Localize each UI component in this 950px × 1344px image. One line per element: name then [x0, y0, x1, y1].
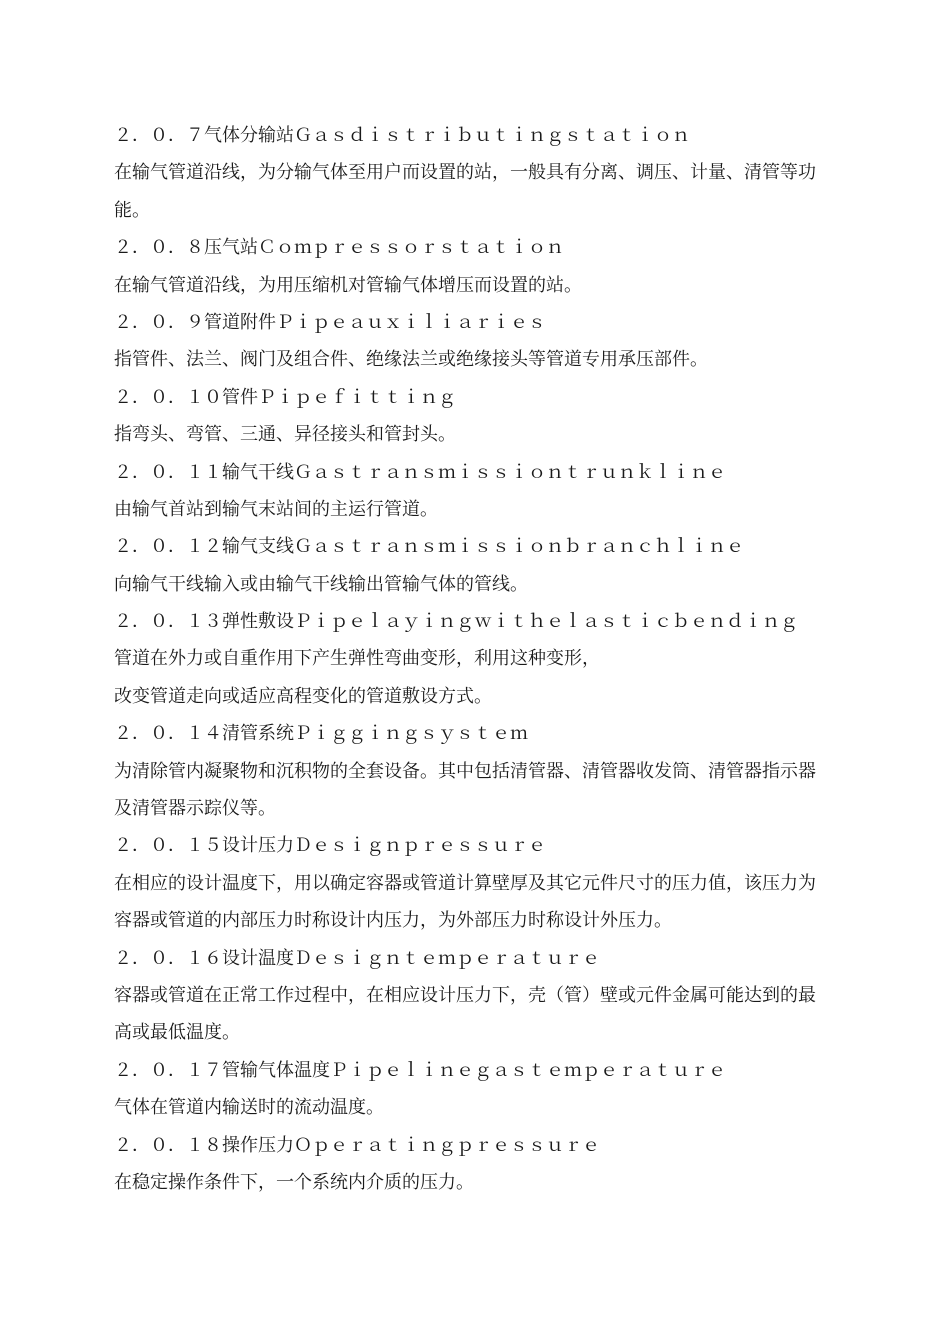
- definition-line: 高或最低温度。: [114, 1022, 240, 1044]
- definition-line: 管道在外力或自重作用下产生弹性弯曲变形，利用这种变形，: [114, 648, 600, 670]
- term-heading-2-0-17: ２．０．１７管输气体温度Ｐｉｐｅｌｉｎｅｇａｓｔｅｍｐｅｒａｔｕｒｅ: [114, 1059, 726, 1081]
- term-heading-2-0-13: ２．０．１３弹性敷设Ｐｉｐｅｌａｙｉｎｇｗｉｔｈｅｌａｓｔｉｃｂｅｎｄｉｎｇ: [114, 611, 798, 633]
- term-heading-2-0-9: ２．０．９管道附件Ｐｉｐｅａｕｘｉｌｉａｒｉｅｓ: [114, 311, 546, 333]
- definition-line: 及清管器示踪仪等。: [114, 798, 276, 820]
- term-heading-2-0-12: ２．０．１２输气支线Ｇａｓｔｒａｎｓｍｉｓｓｉｏｎｂｒａｎｃｈｌｉｎｅ: [114, 536, 744, 558]
- term-heading-2-0-10: ２．０．１０管件Ｐｉｐｅｆｉｔｔｉｎｇ: [114, 386, 456, 408]
- definition-line: 容器或管道的内部压力时称设计内压力，为外部压力时称设计外压力。: [114, 910, 672, 932]
- definition-line: 为清除管内凝聚物和沉积物的全套设备。其中包括清管器、清管器收发筒、清管器指示器: [114, 760, 816, 782]
- term-heading-2-0-15: ２．０．１５设计压力Ｄｅｓｉｇｎｐｒｅｓｓｕｒｅ: [114, 835, 546, 857]
- definition-line: 容器或管道在正常工作过程中，在相应设计压力下，壳（管）壁或元件金属可能达到的最: [114, 984, 816, 1006]
- definition-line: 气体在管道内输送时的流动温度。: [114, 1097, 384, 1119]
- definition-line: 在输气管道沿线，为用压缩机对管输气体增压而设置的站。: [114, 274, 582, 296]
- definition-line: 向输气干线输入或由输气干线输出管输气体的管线。: [114, 573, 528, 595]
- term-heading-2-0-18: ２．０．１８操作压力Ｏｐｅｒａｔｉｎｇｐｒｅｓｓｕｒｅ: [114, 1134, 600, 1156]
- definition-line: 指弯头、弯管、三通、异径接头和管封头。: [114, 424, 456, 446]
- definition-line: 指管件、法兰、阀门及组合件、绝缘法兰或绝缘接头等管道专用承压部件。: [114, 349, 708, 371]
- document-page: [114, 117, 874, 1201]
- term-heading-2-0-7: ２．０．７气体分输站Ｇａｓｄｉｓｔｒｉｂｕｔｉｎｇｓｔａｔｉｏｎ: [114, 125, 690, 146]
- definition-line: 能。: [114, 199, 150, 221]
- definition-line: 在稳定操作条件下，一个系统内介质的压力。: [114, 1171, 474, 1193]
- term-heading-2-0-16: ２．０．１６设计温度Ｄｅｓｉｇｎｔｅｍｐｅｒａｔｕｒｅ: [114, 947, 600, 969]
- term-heading-2-0-8: ２．０．８压气站Ｃｏｍｐｒｅｓｓｏｒｓｔａｔｉｏｎ: [114, 237, 564, 259]
- definition-line: 在输气管道沿线，为分输气体至用户而设置的站，一般具有分离、调压、计量、清管等功: [114, 162, 816, 184]
- term-heading-2-0-11: ２．０．１１输气干线Ｇａｓｔｒａｎｓｍｉｓｓｉｏｎｔｒｕｎｋｌｉｎｅ: [114, 461, 726, 483]
- definition-line: 由输气首站到输气末站间的主运行管道。: [114, 498, 438, 520]
- definition-line: 改变管道走向或适应高程变化的管道敷设方式。: [114, 685, 492, 707]
- term-heading-2-0-14: ２．０．１４清管系统Ｐｉｇｇｉｎｇｓｙｓｔｅｍ: [114, 723, 528, 745]
- definition-line: 在相应的设计温度下，用以确定容器或管道计算壁厚及其它元件尺寸的压力值，该压力为: [114, 872, 816, 894]
